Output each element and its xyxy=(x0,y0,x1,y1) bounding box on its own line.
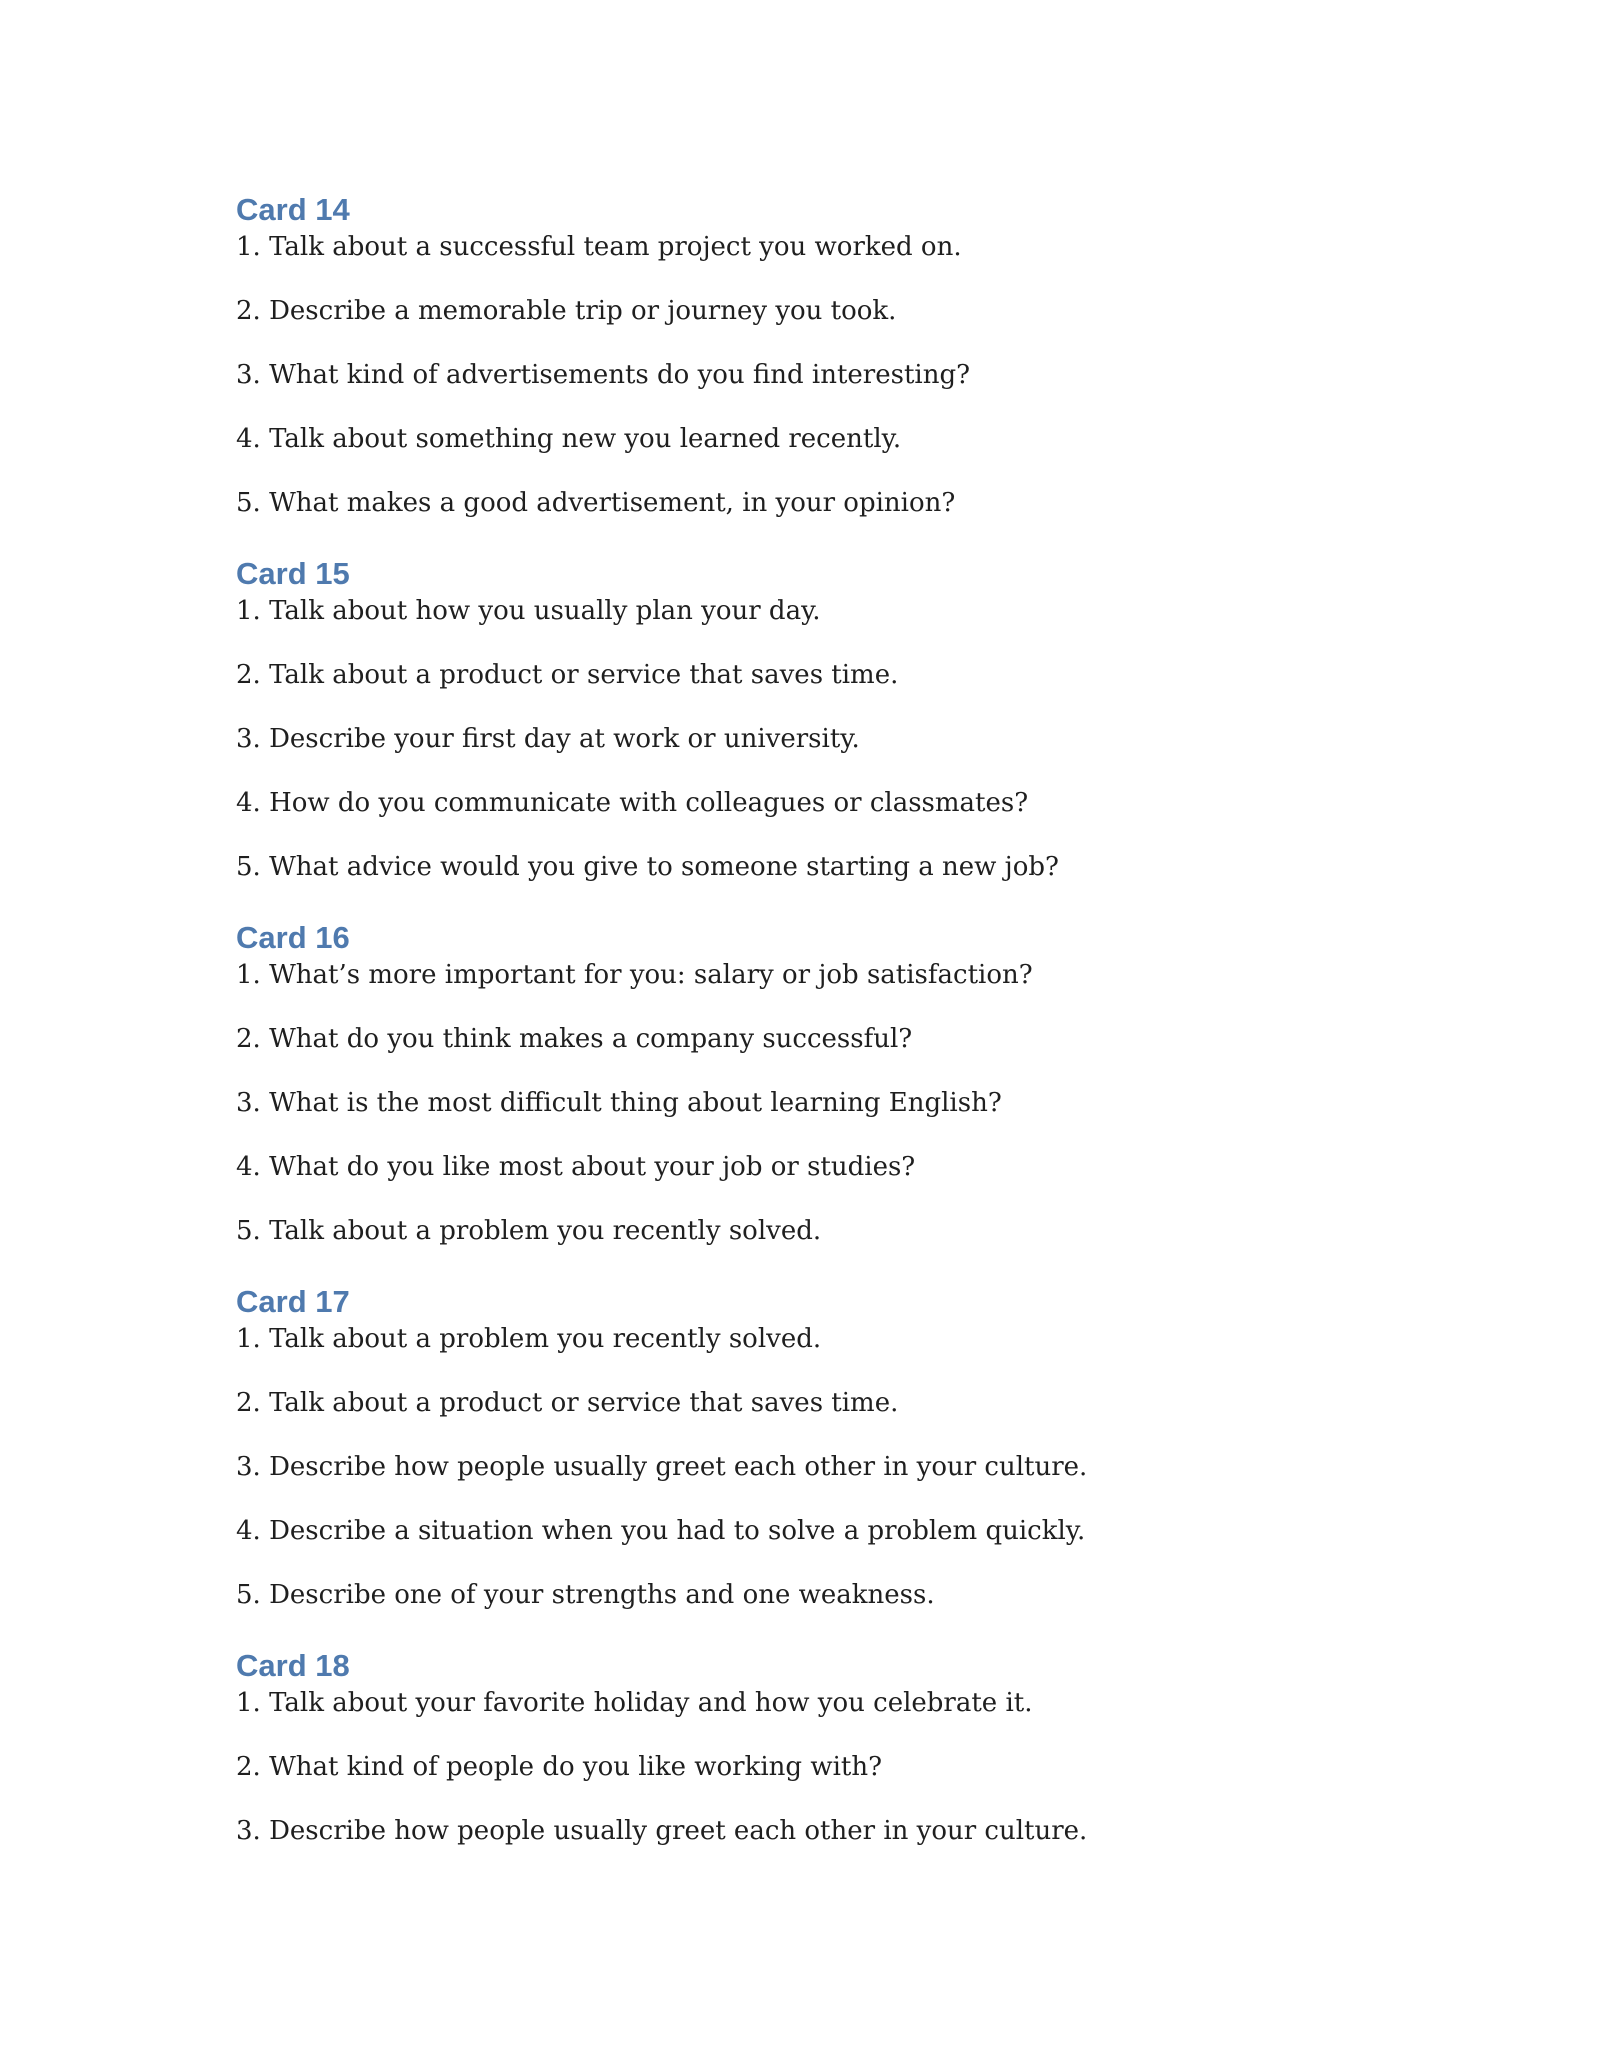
card-18 xyxy=(236,1644,1436,1880)
question-item: 5. What advice would you give to someone starting a new job? xyxy=(236,852,1059,882)
card-15 xyxy=(236,552,1436,916)
question-item: 1. Talk about your favorite holiday and how you celebrate it. xyxy=(236,1688,1033,1718)
question-item: 4. Describe a situation when you had to solve a problem quickly. xyxy=(236,1516,1086,1546)
question-item: 3. Describe how people usually greet each other in your culture. xyxy=(236,1816,1088,1846)
question-item: 5. Describe one of your strengths and one weakness. xyxy=(236,1580,935,1610)
question-item: 1. What’s more important for you: salary or job satisfaction? xyxy=(236,960,1033,990)
question-item: 1. Talk about how you usually plan your day. xyxy=(236,596,821,626)
card-title: Card 18 xyxy=(236,1648,350,1683)
document-content xyxy=(236,188,1436,1880)
question-item: 3. What is the most difficult thing about learning English? xyxy=(236,1088,1002,1118)
card-14 xyxy=(236,188,1436,552)
card-title: Card 14 xyxy=(236,192,350,227)
question-list xyxy=(236,1324,1436,1644)
card-title: Card 15 xyxy=(236,556,350,591)
question-item: 1. Talk about a problem you recently solved. xyxy=(236,1324,822,1354)
question-item: 3. Describe your first day at work or university. xyxy=(236,724,860,754)
question-item: 4. How do you communicate with colleagues or classmates? xyxy=(236,788,1029,818)
question-list xyxy=(236,596,1436,916)
question-item: 2. What do you think makes a company successful? xyxy=(236,1024,913,1054)
question-list xyxy=(236,232,1436,552)
card-16 xyxy=(236,916,1436,1280)
question-item: 2. Talk about a product or service that saves time. xyxy=(236,660,899,690)
question-list xyxy=(236,960,1436,1280)
question-item: 4. Talk about something new you learned recently. xyxy=(236,424,902,454)
question-item: 2. What kind of people do you like working with? xyxy=(236,1752,883,1782)
card-17 xyxy=(236,1280,1436,1644)
question-item: 3. Describe how people usually greet each other in your culture. xyxy=(236,1452,1088,1482)
question-item: 5. Talk about a problem you recently solved. xyxy=(236,1216,822,1246)
question-item: 2. Describe a memorable trip or journey you took. xyxy=(236,296,897,326)
question-item: 2. Talk about a product or service that saves time. xyxy=(236,1388,899,1418)
card-title: Card 17 xyxy=(236,1284,350,1319)
question-list xyxy=(236,1688,1436,1880)
question-item: 4. What do you like most about your job or studies? xyxy=(236,1152,916,1182)
question-item: 1. Talk about a successful team project you worked on. xyxy=(236,232,962,262)
card-title: Card 16 xyxy=(236,920,350,955)
question-item: 3. What kind of advertisements do you find interesting? xyxy=(236,360,971,390)
question-item: 5. What makes a good advertisement, in your opinion? xyxy=(236,488,956,518)
